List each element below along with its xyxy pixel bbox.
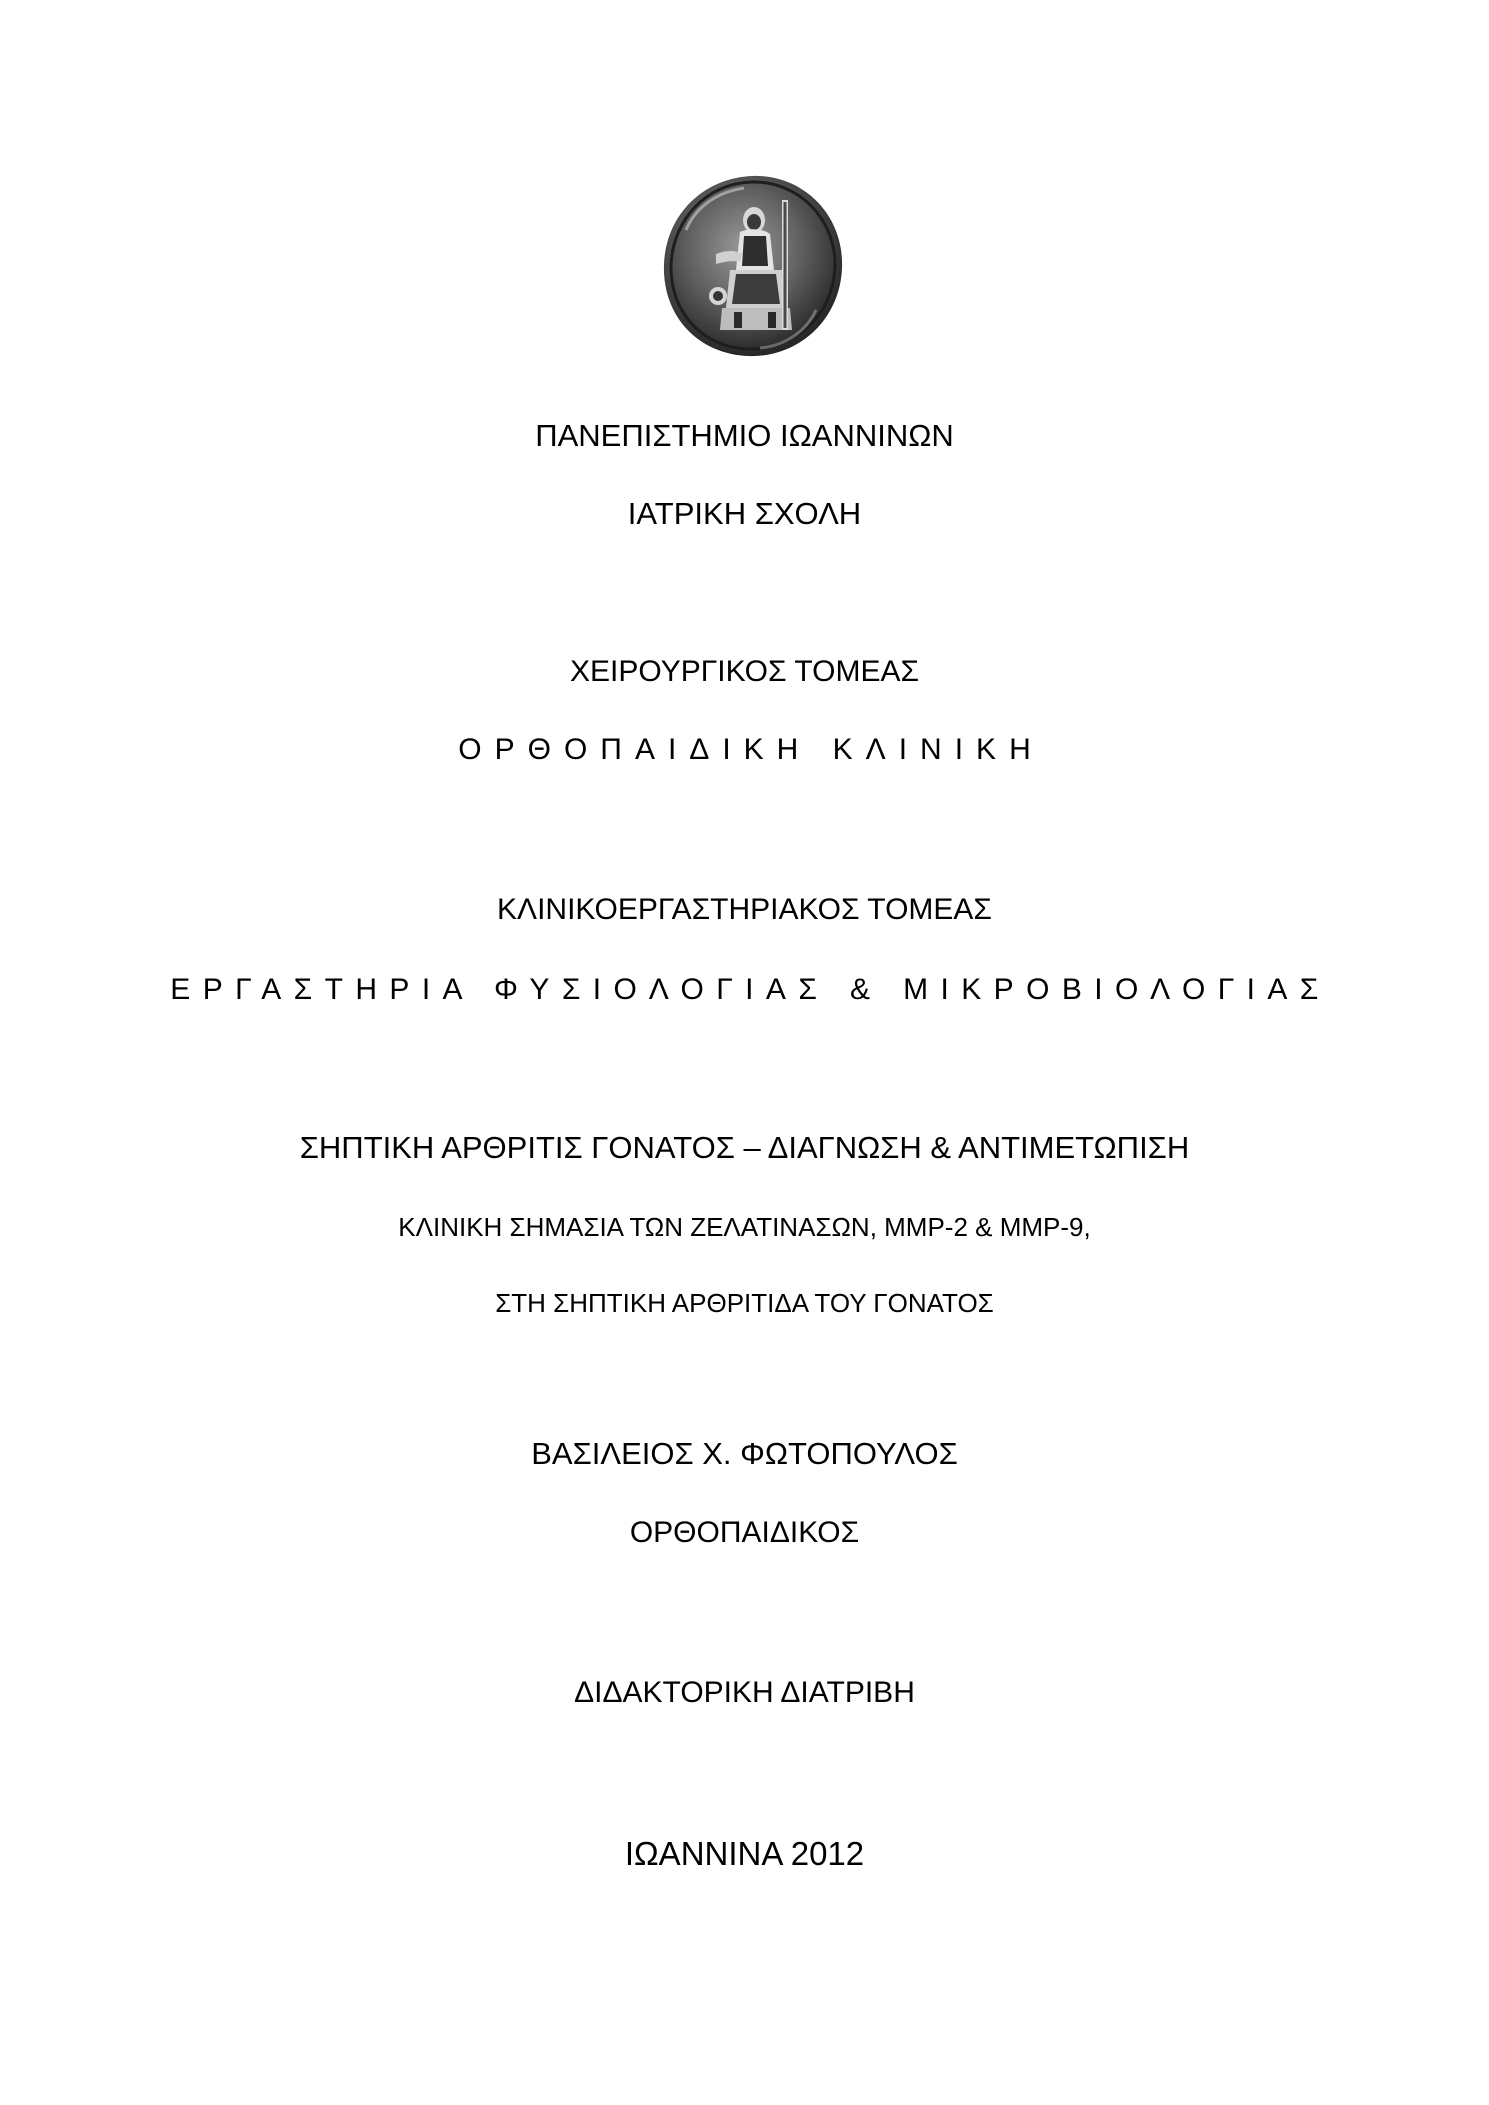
university-name: ΠΑΝΕΠΙΣΤΗΜΙΟ ΙΩΑΝΝΙΝΩΝ — [535, 418, 954, 453]
author-name: ΒΑΣΙΛΕΙΟΣ Χ. ΦΩΤΟΠΟΥΛΟΣ — [531, 1436, 958, 1471]
author-role: ΟΡΘΟΠΑΙΔΙΚΟΣ — [629, 1516, 860, 1549]
place-and-year: ΙΩΑΝΝΙΝΑ 2012 — [624, 1835, 865, 1872]
thesis-subtitle-line-1: ΚΛΙΝΙΚΗ ΣΗΜΑΣΙΑ ΤΩΝ ΖΕΛΑΤΙΝΑΣΩΝ, MMP-2 & MMP-9, — [398, 1212, 1091, 1242]
surgical-department: ΧΕΙΡΟΥΡΓΙΚΟΣ ΤΟΜΕΑΣ — [569, 655, 920, 688]
orthopaedic-clinic: ΟΡΘΟΠΑΙΔΙΚΗ ΚΛΙΝΙΚΗ — [458, 733, 1044, 766]
thesis-subtitle-line-2: ΣΤΗ ΣΗΠΤΙΚΗ ΑΡΘΡΙΤΙΔΑ ΤΟΥ ΓΟΝΑΤΟΣ — [495, 1288, 994, 1318]
university-coin-seal-icon — [656, 170, 848, 362]
clinical-laboratory-department: ΚΛΙΝΙΚΟΕΡΓΑΣΤΗΡΙΑΚΟΣ ΤΟΜΕΑΣ — [497, 893, 992, 926]
document-type: ΔΙΔΑΚΤΟΡΙΚΗ ΔΙΑΤΡΙΒΗ — [574, 1676, 915, 1709]
school-name: ΙΑΤΡΙΚΗ ΣΧΟΛΗ — [627, 496, 862, 531]
thesis-title: ΣΗΠΤΙΚΗ ΑΡΘΡΙΤΙΣ ΓΟΝΑΤΟΣ – ΔΙΑΓΝΩΣΗ & ΑΝΤΙΜΕΤΩΠΙΣΗ — [299, 1130, 1190, 1165]
laboratories-name: ΕΡΓΑΣΤΗΡΙΑ ΦΥΣΙΟΛΟΓΙΑΣ & ΜΙΚΡΟΒΙΟΛΟΓΙΑΣ — [170, 973, 1331, 1006]
